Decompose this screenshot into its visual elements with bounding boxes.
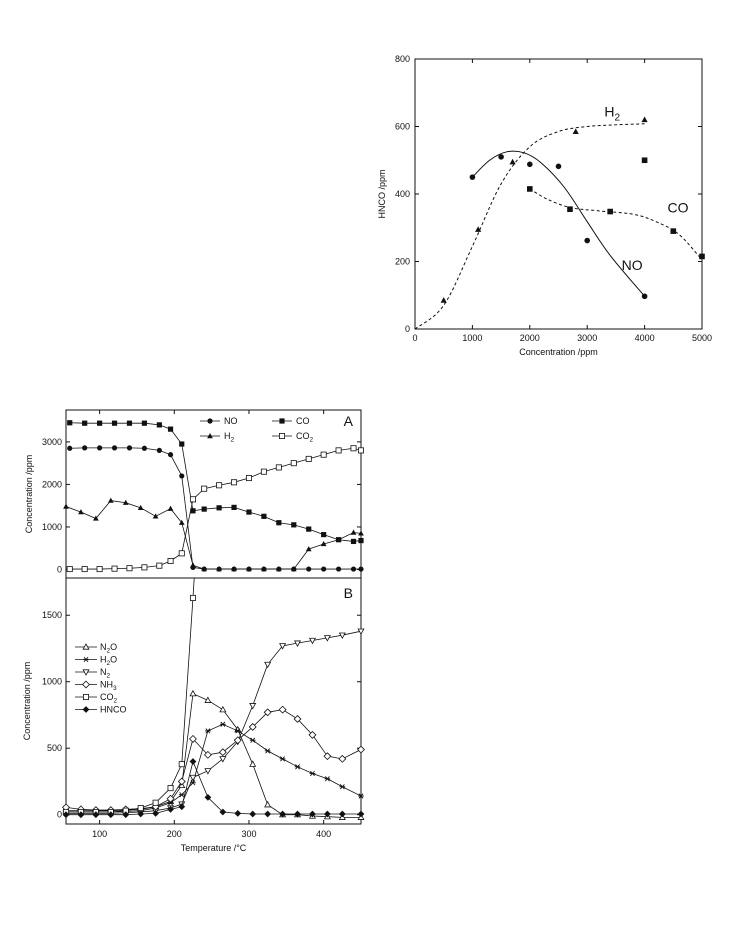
legend-label xyxy=(296,416,310,426)
panel-a-legend xyxy=(200,416,314,444)
panel-a-line-h2 xyxy=(66,501,361,569)
legend-label-main: H xyxy=(100,654,107,665)
fit-curve-no xyxy=(472,151,644,296)
y-tick-label: 800 xyxy=(394,54,410,64)
panel-a-point-co xyxy=(202,506,207,511)
panel-b-point-n2o xyxy=(190,691,196,696)
data-point-co xyxy=(527,186,533,192)
panel-a-point-co2 xyxy=(67,566,72,571)
legend-item-h2 xyxy=(200,431,235,444)
legend-label-sub: 2 xyxy=(113,697,118,705)
panel-a-point-no xyxy=(179,473,184,478)
panel-b-point-n2 xyxy=(220,757,226,762)
panel-b-chart xyxy=(22,416,364,853)
y-axis-title: Concentration /ppm xyxy=(24,454,34,534)
legend-label-main: HNCO xyxy=(100,704,127,715)
panel-b-point-hnco xyxy=(178,803,185,810)
x-tick-label: 400 xyxy=(316,829,332,839)
panel-a-point-co xyxy=(231,505,236,510)
legend-marker xyxy=(83,694,88,699)
legend-label xyxy=(100,642,117,655)
panel-b-line-h2o xyxy=(66,724,361,812)
panel-a-point-no xyxy=(67,446,72,451)
panel-b-point-nh3 xyxy=(178,778,185,785)
legend-label xyxy=(224,431,235,444)
panel-letter-b: B xyxy=(343,585,353,601)
panel-a-point-co2 xyxy=(336,448,341,453)
panel-a-point-co2 xyxy=(276,465,281,470)
legend-item-co2 xyxy=(75,692,118,705)
panel-b-point-hnco xyxy=(190,758,197,765)
legend-label-tail: O xyxy=(110,654,118,665)
panel-a-point-h2 xyxy=(63,504,69,509)
panel-b-point-h2o xyxy=(250,738,256,743)
data-point-no xyxy=(527,162,533,168)
panel-a-point-co2 xyxy=(179,551,184,556)
data-point-h2 xyxy=(573,128,579,134)
x-tick-label: 0 xyxy=(412,333,418,343)
series-label-h2-sub: 2 xyxy=(614,112,621,124)
panel-a-point-co xyxy=(276,520,281,525)
x-tick-label: 4000 xyxy=(634,333,655,343)
data-point-co xyxy=(642,157,648,163)
y-tick-label: 3000 xyxy=(41,436,62,447)
panel-b-point-h2o xyxy=(339,784,345,789)
panel-b-point-co2 xyxy=(168,785,173,790)
panel-a-point-co xyxy=(179,441,184,446)
x-axis-title: Temperature /°C xyxy=(180,843,247,853)
y-tick-label: 200 xyxy=(394,256,410,267)
panel-a-point-co2 xyxy=(306,456,311,461)
panel-a-point-no xyxy=(351,566,356,571)
panel-b-point-n2o xyxy=(220,707,226,712)
data-point-h2 xyxy=(642,117,648,123)
data-point-co xyxy=(671,228,677,234)
panel-b-point-hnco xyxy=(249,811,256,818)
panel-b-point-co2 xyxy=(153,800,158,805)
panel-a-point-co xyxy=(142,421,147,426)
panel-b-point-hnco xyxy=(339,811,346,818)
panel-a-point-co2 xyxy=(261,469,266,474)
legend-label-main: CO xyxy=(296,431,310,441)
legend-item-co xyxy=(272,416,310,426)
panel-a-point-co xyxy=(127,421,132,426)
legend-label-sub: 2 xyxy=(106,672,111,680)
panel-b-point-nh3 xyxy=(279,706,286,713)
legend-label-main: N xyxy=(100,667,107,677)
panel-a-point-co xyxy=(351,539,356,544)
panel-a-point-co2 xyxy=(157,563,162,568)
x-axis-title: Concentration /ppm xyxy=(519,347,598,357)
legend-label xyxy=(100,667,111,680)
panel-a-point-co xyxy=(67,420,72,425)
y-tick-label: 500 xyxy=(46,743,62,754)
panel-b-point-h2o xyxy=(280,757,286,762)
legend-item-nh3 xyxy=(75,680,117,693)
legend-marker xyxy=(279,433,284,438)
legend-label xyxy=(100,680,117,693)
panel-b-point-co2 xyxy=(190,595,195,600)
panel-a-point-no xyxy=(306,566,311,571)
panel-a-point-co2 xyxy=(291,461,296,466)
panel-letter-a: A xyxy=(343,413,353,429)
legend-label-sub: 3 xyxy=(113,685,117,693)
panel-a-point-co2 xyxy=(217,483,222,488)
legend-label-sub: 2 xyxy=(230,436,235,444)
hnco-vs-concentration-chart xyxy=(377,54,712,357)
plot-frame xyxy=(415,59,702,329)
panel-a-point-co2 xyxy=(231,480,236,485)
panel-a-line-co2 xyxy=(70,448,361,569)
data-point-no xyxy=(642,293,648,299)
panel-b-legend xyxy=(75,642,127,715)
series-label-co-main: CO xyxy=(667,199,689,216)
panel-a-point-h2 xyxy=(153,513,159,518)
y-tick-label: 0 xyxy=(56,809,62,820)
legend-label-main: NO xyxy=(224,416,238,426)
legend-item-no xyxy=(200,416,238,426)
x-tick-label: 200 xyxy=(166,829,182,839)
panel-a-point-co xyxy=(291,522,296,527)
series-label-h2-main: H xyxy=(604,103,615,120)
panel-a-point-no xyxy=(142,446,147,451)
legend-label-sub: 2 xyxy=(106,647,111,655)
x-tick-label: 3000 xyxy=(577,333,598,343)
legend-label-main: NH xyxy=(100,679,113,690)
legend-label-main: CO xyxy=(100,692,114,702)
y-axis-title: Concentration /ppm xyxy=(22,661,32,741)
panel-a-point-co2 xyxy=(351,446,356,451)
panel-a-point-no xyxy=(82,445,87,450)
y-tick-label: 2000 xyxy=(41,479,62,490)
panel-b-point-h2o xyxy=(325,776,331,781)
series-label-no-main: NO xyxy=(621,256,643,273)
panel-a-point-co2 xyxy=(246,475,251,480)
panel-a-point-no xyxy=(112,445,117,450)
panel-a-point-no xyxy=(97,445,102,450)
data-point-h2 xyxy=(441,297,447,303)
panel-a-point-co2 xyxy=(321,452,326,457)
legend-label-sub: 2 xyxy=(106,660,111,668)
legend-item-n2o xyxy=(75,642,117,655)
legend-label-main: H xyxy=(224,431,231,441)
panel-a-point-co2 xyxy=(142,565,147,570)
legend-item-co2 xyxy=(272,431,314,444)
panel-b-point-hnco xyxy=(358,811,365,818)
legend-label xyxy=(224,416,238,426)
panel-a-point-h2 xyxy=(108,498,114,503)
y-axis-title: HNCO /ppm xyxy=(377,169,387,219)
y-tick-label: 400 xyxy=(394,189,410,199)
fit-curve-h2 xyxy=(415,124,645,329)
panel-a-point-no xyxy=(336,566,341,571)
panel-a-point-no xyxy=(168,452,173,457)
panel-a-point-co xyxy=(217,505,222,510)
panel-a-point-co xyxy=(358,538,363,543)
data-point-co xyxy=(607,209,613,215)
panel-a-point-co2 xyxy=(82,566,87,571)
legend-item-hnco xyxy=(75,705,127,715)
panel-a-point-co2 xyxy=(127,566,132,571)
data-point-no xyxy=(556,164,562,170)
panel-b-point-nh3 xyxy=(324,753,331,760)
x-tick-label: 2000 xyxy=(519,333,540,343)
y-tick-label: 1000 xyxy=(41,521,62,532)
panel-b-point-nh3 xyxy=(339,755,346,762)
panel-a-point-co xyxy=(82,421,87,426)
y-tick-label: 1000 xyxy=(41,676,62,687)
panel-b-point-hnco xyxy=(264,811,271,818)
legend-item-h2o xyxy=(75,655,117,668)
panel-b-point-h2o xyxy=(265,749,271,754)
panel-a-point-co xyxy=(306,526,311,531)
panel-a-point-h2 xyxy=(351,530,357,535)
panel-a-point-no xyxy=(358,566,363,571)
data-point-co xyxy=(567,206,573,212)
panel-a-point-co xyxy=(97,421,102,426)
panel-a-point-no xyxy=(321,566,326,571)
panel-b-point-nh3 xyxy=(358,746,365,753)
legend-label-tail: O xyxy=(110,642,118,652)
panel-b-point-n2 xyxy=(250,703,256,708)
panel-b-point-co2 xyxy=(179,762,184,767)
legend-label xyxy=(100,655,117,668)
panel-b-point-h2o xyxy=(205,729,211,734)
panel-b-point-n2o xyxy=(250,761,256,766)
panel-a-line-co xyxy=(70,423,361,542)
x-tick-label: 1000 xyxy=(462,333,483,343)
panel-b-point-h2o xyxy=(310,771,316,776)
y-tick-label: 600 xyxy=(394,121,410,132)
legend-label-sub: 2 xyxy=(309,436,314,444)
data-point-no xyxy=(498,154,504,160)
panel-a-chart xyxy=(24,410,364,578)
panel-a-point-co xyxy=(321,532,326,537)
legend-item-n2 xyxy=(75,667,111,680)
panel-a-point-co2 xyxy=(112,566,117,571)
panel-b-point-h2o xyxy=(179,792,185,797)
panel-b-point-hnco xyxy=(234,810,241,817)
legend-label xyxy=(100,692,118,705)
x-tick-label: 100 xyxy=(92,829,108,839)
panel-a-point-co2 xyxy=(202,486,207,491)
legend-label-main: N xyxy=(100,642,107,652)
panel-b-point-n2o xyxy=(205,697,211,702)
y-tick-label: 0 xyxy=(404,324,410,334)
panel-a-point-co2 xyxy=(97,566,102,571)
legend-label-main: CO xyxy=(296,416,310,426)
panel-b-point-co2 xyxy=(138,805,143,810)
y-tick-label: 1500 xyxy=(41,610,62,621)
legend-label xyxy=(100,705,127,715)
panel-a-point-co xyxy=(261,514,266,519)
data-point-no xyxy=(584,238,590,244)
panel-b-point-n2 xyxy=(190,775,196,780)
panel-b-line-nh3 xyxy=(66,710,361,810)
panel-b-point-h2o xyxy=(295,764,301,769)
panel-a-point-h2 xyxy=(168,506,174,511)
panel-b-point-n2 xyxy=(205,769,211,774)
legend-marker xyxy=(207,418,212,423)
x-tick-label: 300 xyxy=(241,829,257,839)
panel-a-point-no xyxy=(127,445,132,450)
panel-b-point-h2o xyxy=(220,722,226,727)
series-label-no xyxy=(622,257,643,273)
panel-a-point-co2 xyxy=(358,448,363,453)
series-label-co xyxy=(668,200,689,216)
panel-a-point-no xyxy=(157,448,162,453)
data-point-no xyxy=(470,174,476,180)
panel-a-point-co xyxy=(112,421,117,426)
legend-label xyxy=(296,431,314,444)
legend-marker xyxy=(83,706,90,713)
panel-a-point-co xyxy=(246,509,251,514)
legend-marker xyxy=(83,657,89,662)
x-tick-label: 5000 xyxy=(691,333,713,343)
legend-marker xyxy=(83,681,90,688)
panel-a-point-co2 xyxy=(168,558,173,563)
panel-a-point-h2 xyxy=(190,562,196,567)
y-tick-label: 0 xyxy=(56,564,62,575)
panel-a-point-co xyxy=(157,422,162,427)
series-label-h2 xyxy=(604,103,620,123)
panel-a-point-co2 xyxy=(190,497,195,502)
data-point-co xyxy=(699,254,705,260)
panel-b-point-n2 xyxy=(265,662,271,667)
data-point-h2 xyxy=(510,159,516,165)
legend-marker xyxy=(279,418,284,423)
panel-b-point-n2o xyxy=(265,802,271,807)
panel-a-point-co xyxy=(168,427,173,432)
panel-a-frame xyxy=(66,410,361,578)
